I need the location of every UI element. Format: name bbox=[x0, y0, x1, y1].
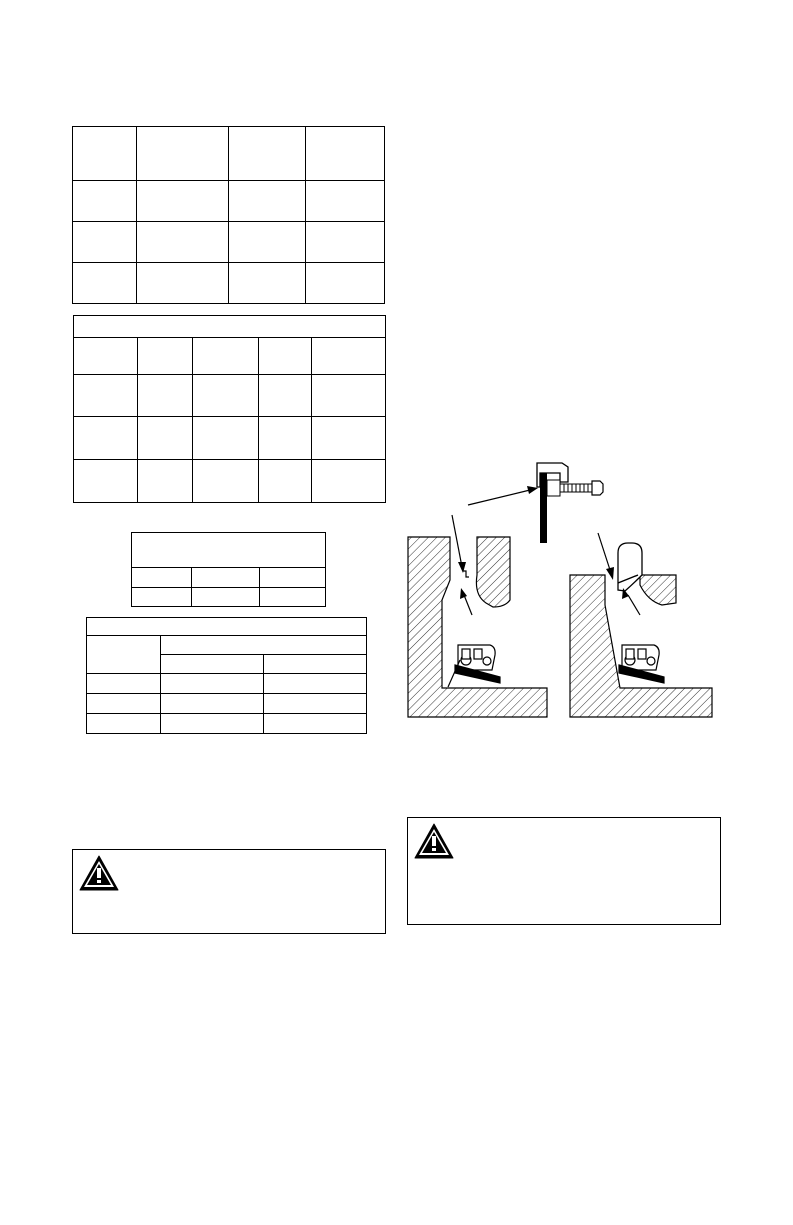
table-row bbox=[87, 674, 367, 694]
warning-triangle-icon bbox=[79, 855, 119, 891]
table-header-row bbox=[132, 533, 326, 568]
right-cross-section-diagram bbox=[570, 533, 712, 717]
left-cross-section-diagram bbox=[408, 515, 547, 717]
warning-triangle-icon bbox=[414, 823, 454, 859]
table-2 bbox=[73, 315, 386, 503]
sharpening-illustration bbox=[400, 455, 730, 720]
warning-box-left bbox=[72, 849, 386, 934]
table-header-row bbox=[87, 618, 367, 636]
warning-box-right bbox=[407, 817, 721, 925]
table-row bbox=[87, 694, 367, 714]
clamp-icon bbox=[537, 463, 603, 543]
table-row bbox=[74, 417, 386, 460]
table-row bbox=[87, 636, 367, 655]
table-row bbox=[74, 460, 386, 503]
table-header-row bbox=[74, 316, 386, 338]
table-row bbox=[74, 375, 386, 417]
table-3 bbox=[131, 532, 326, 607]
table-1 bbox=[72, 126, 385, 304]
table-row bbox=[73, 263, 385, 304]
table-row bbox=[73, 181, 385, 222]
table-row bbox=[87, 714, 367, 734]
table-row bbox=[132, 568, 326, 587]
table-row bbox=[132, 587, 326, 606]
table-row bbox=[73, 127, 385, 181]
table-row bbox=[74, 338, 386, 375]
table-4 bbox=[86, 617, 367, 734]
table-row bbox=[73, 222, 385, 263]
